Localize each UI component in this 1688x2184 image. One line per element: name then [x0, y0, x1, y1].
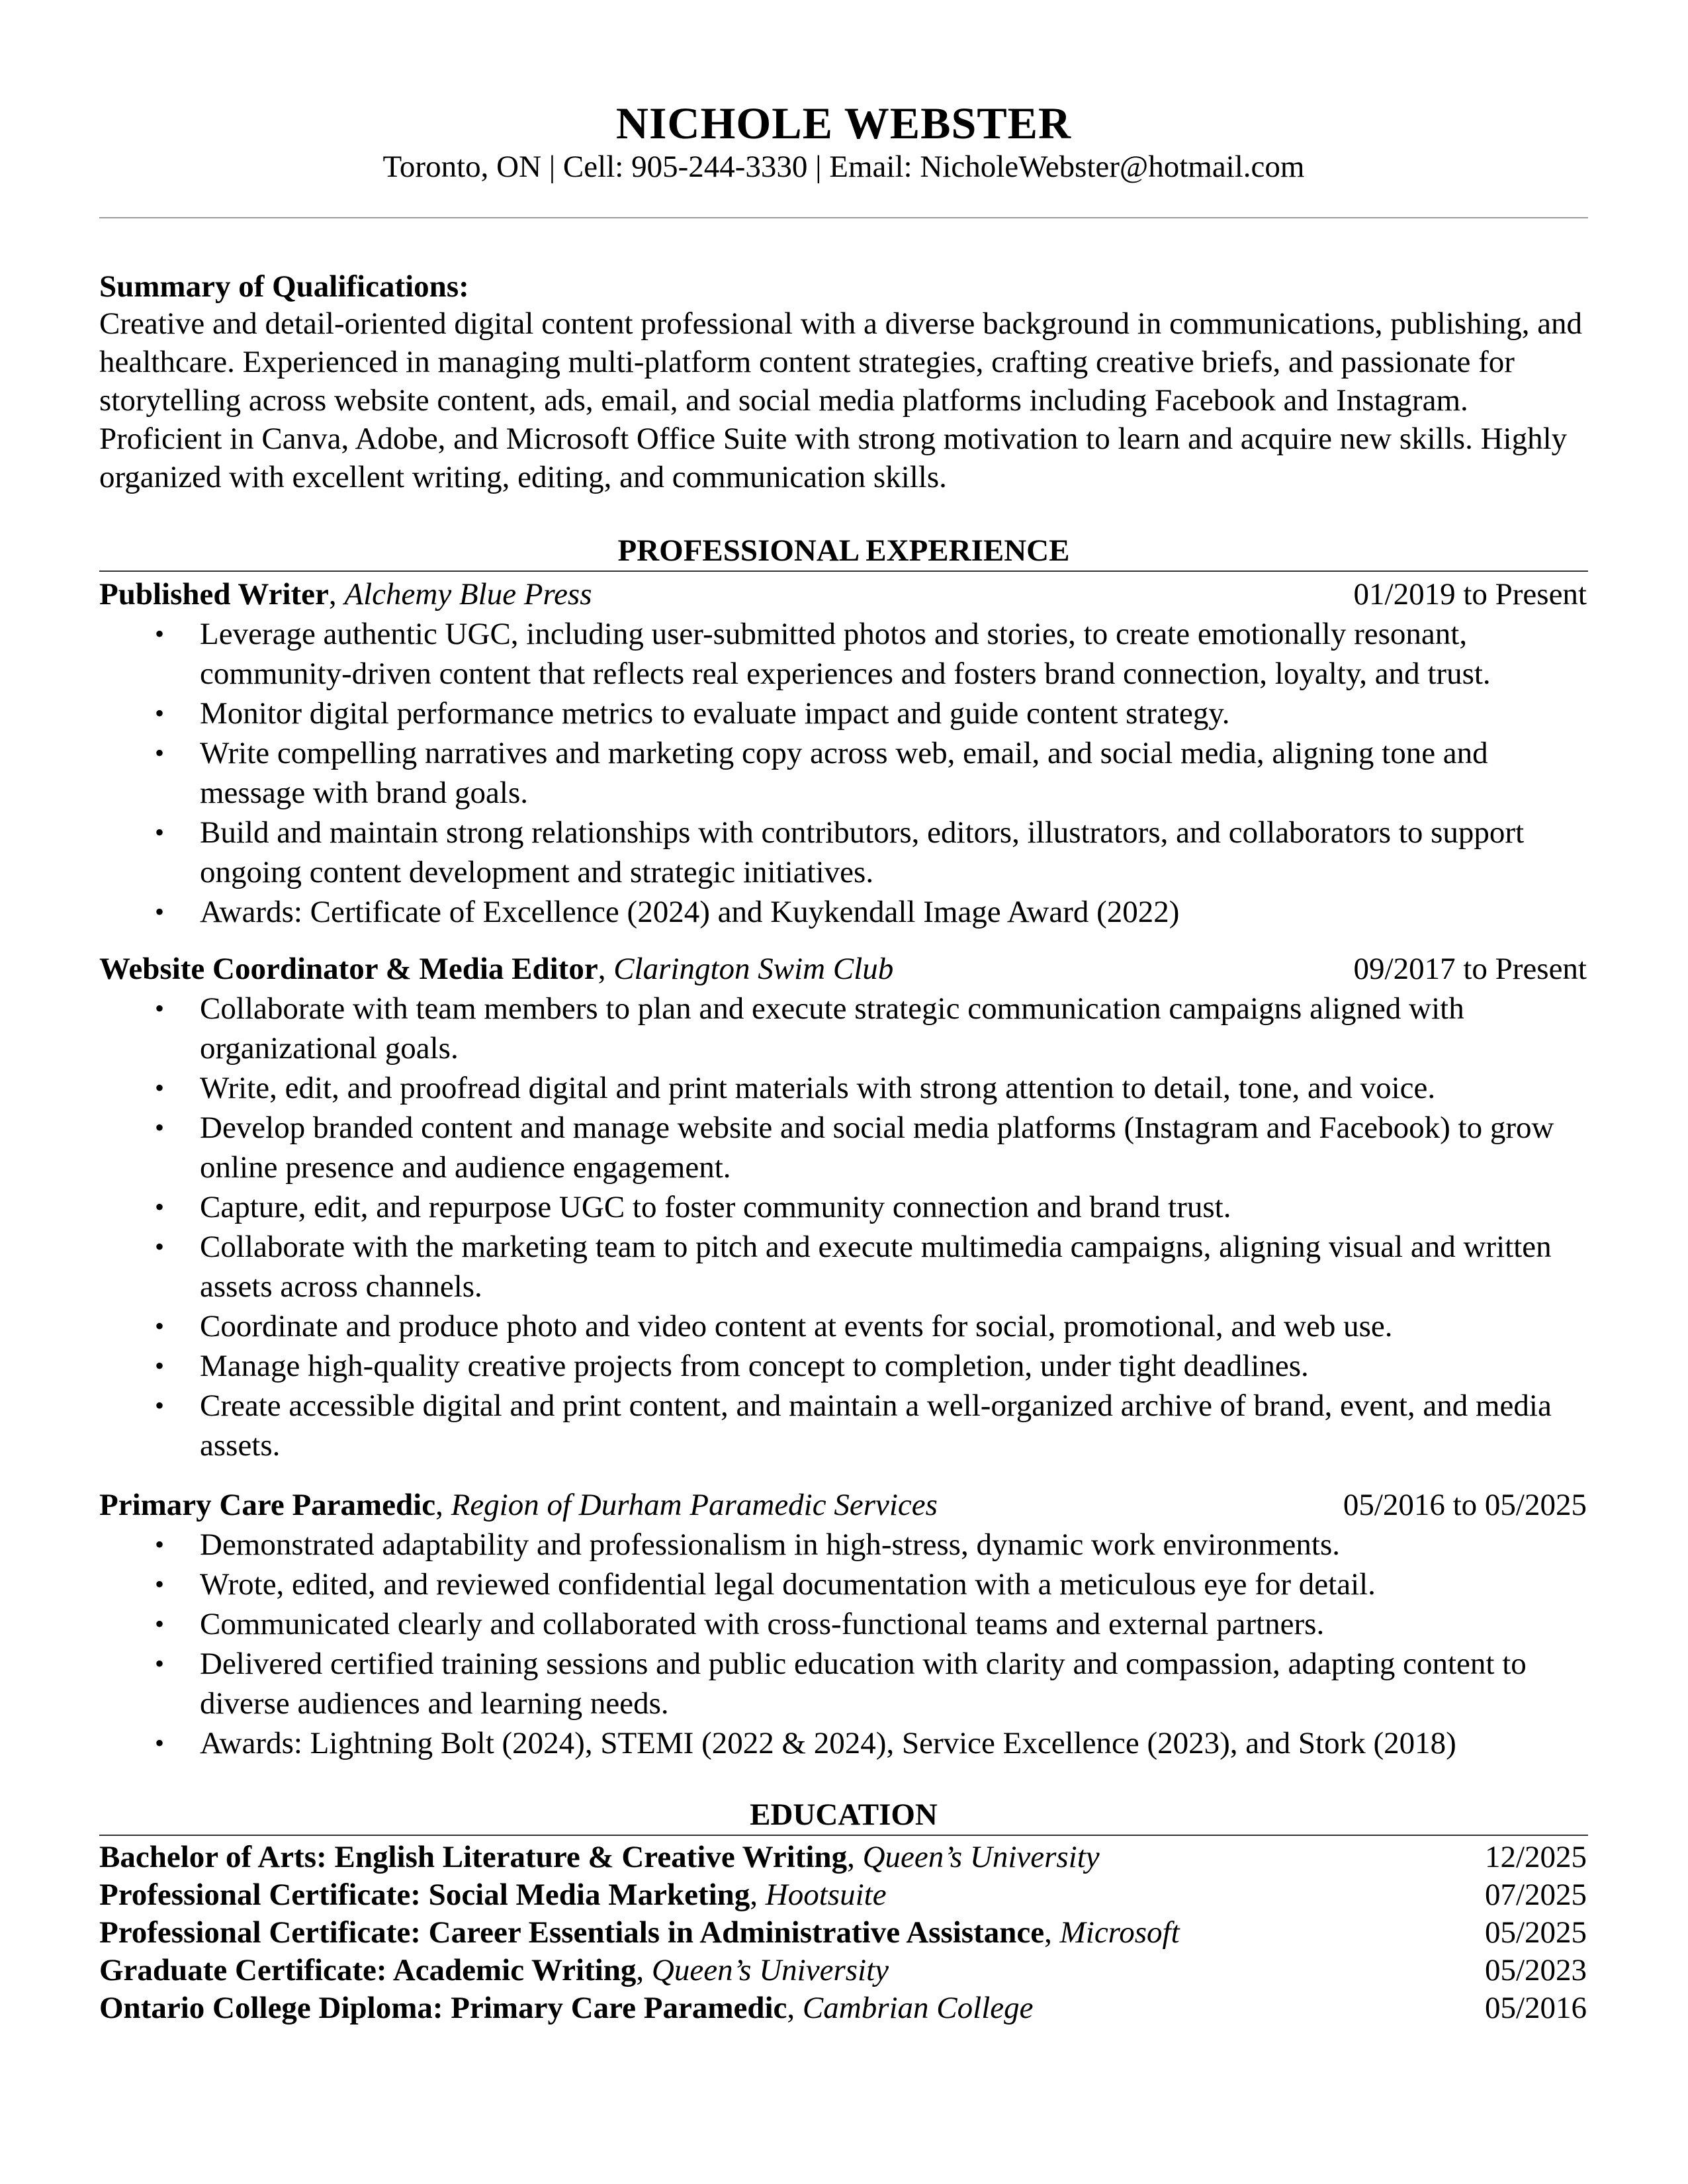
bullet-icon: •: [155, 1351, 165, 1381]
job-bullet: [99, 989, 1576, 1068]
job-bullet: [99, 1604, 1576, 1644]
education-separator: ,: [787, 1991, 803, 2025]
bullet-text: Create accessible digital and print content, and maintain a well-organized archive of brand, event, and media assets.: [200, 1388, 1552, 1463]
job-bullet: [99, 1386, 1576, 1465]
job-header: [99, 1485, 1588, 1525]
header-divider: [99, 217, 1588, 218]
job-bullet: [99, 1723, 1576, 1763]
bullet-text: Collaborate with the marketing team to pitch and execute multimedia campaigns, aligning visual and written assets across channels.: [200, 1230, 1552, 1304]
summary-text: Creative and detail-oriented digital content professional with a diverse background in communications, publishing, and healthcare. Experienced in managing multi-platform content strategies, crafting creative briefs, and passionate for storytelling across website content, ads, email, and social media platforms including Facebook and Instagram. Proficient in Canva, Adobe, and Microsoft Office Suite with strong motivation to learn and acquire new skills. Highly organized with excellent writing, editing, and communication skills.: [99, 306, 1583, 494]
bullet-text: Delivered certified training sessions and public education with clarity and compassion, adapting content to diverse audiences and learning needs.: [200, 1647, 1527, 1721]
job-bullet: [99, 614, 1576, 694]
education-date: 05/2025: [1484, 1915, 1587, 1950]
education-degree: Ontario College Diploma: Primary Care Paramedic: [99, 1991, 787, 2025]
bullet-text: Communicated clearly and collaborated with cross-functional teams and external partners.: [200, 1607, 1325, 1641]
job-role: Website Coordinator & Media Editor: [99, 952, 598, 986]
job-header: [99, 574, 1588, 614]
job-bullets: [99, 1525, 1588, 1763]
summary-heading: Summary of Qualifications:: [99, 269, 469, 304]
education-institution: Queen’s University: [651, 1953, 889, 1987]
bullet-text: Awards: Certificate of Excellence (2024) and Kuykendall Image Award (2022): [200, 895, 1180, 929]
job-bullet: [99, 813, 1576, 892]
job-bullet: [99, 1187, 1576, 1227]
job-bullet: [99, 1108, 1576, 1187]
education-institution: Microsoft: [1059, 1915, 1180, 1950]
bullet-text: Wrote, edited, and reviewed confidential legal documentation with a meticulous eye for detail.: [200, 1567, 1376, 1602]
bullet-text: Write compelling narratives and marketing copy across web, email, and social media, aligning tone and message with brand goals.: [200, 736, 1488, 810]
job-bullet: [99, 1525, 1576, 1565]
job-entry: [99, 574, 1588, 932]
education-degree: Bachelor of Arts: English Literature & Creative Writing: [99, 1840, 848, 1874]
job-bullet: [99, 1227, 1576, 1306]
job-entry: [99, 949, 1588, 1465]
job-bullet: [99, 1644, 1576, 1723]
job-organization: Region of Durham Paramedic Services: [451, 1488, 938, 1522]
bullet-icon: •: [155, 1609, 165, 1639]
experience-heading: PROFESSIONAL EXPERIENCE: [617, 533, 1070, 568]
bullet-text: Capture, edit, and repurpose UGC to foster community connection and brand trust.: [200, 1190, 1231, 1224]
job-organization: Clarington Swim Club: [613, 952, 894, 986]
education-separator: ,: [750, 1878, 766, 1912]
bullet-text: Demonstrated adaptability and professionalism in high-stress, dynamic work environments.: [200, 1527, 1340, 1562]
job-bullet: [99, 1565, 1576, 1604]
bullet-text: Awards: Lightning Bolt (2024), STEMI (2022 & 2024), Service Excellence (2023), and Stork (2018): [200, 1726, 1456, 1760]
job-dates: 09/2017 to Present: [1353, 952, 1587, 986]
bullet-text: Build and maintain strong relationships with contributors, editors, illustrators, and collaborators to support ongoing content development and strategic initiatives.: [200, 815, 1525, 889]
bullet-icon: •: [155, 1311, 165, 1341]
education-separator: ,: [847, 1840, 863, 1874]
bullet-icon: •: [155, 698, 165, 728]
education-list: [99, 1839, 1588, 2027]
education-heading: EDUCATION: [750, 1797, 938, 1832]
job-role: Primary Care Paramedic: [99, 1488, 436, 1522]
job-bullets: [99, 614, 1588, 932]
job-bullet: [99, 1068, 1576, 1108]
bullet-icon: •: [155, 1529, 165, 1559]
resume-page: [99, 0, 1588, 2184]
bullet-icon: •: [155, 1649, 165, 1678]
bullet-icon: •: [155, 993, 165, 1023]
job-role: Published Writer: [99, 577, 329, 612]
education-date: 07/2025: [1484, 1878, 1587, 1912]
bullet-icon: •: [155, 1390, 165, 1420]
job-bullet: [99, 1346, 1576, 1386]
education-item: [99, 1914, 1588, 1952]
bullet-icon: •: [155, 817, 165, 847]
education-item: [99, 1876, 1588, 1914]
job-dates: 05/2016 to 05/2025: [1343, 1488, 1587, 1522]
job-entry: [99, 1485, 1588, 1763]
bullet-icon: •: [155, 1073, 165, 1103]
education-item: [99, 1839, 1588, 1876]
candidate-name: NICHOLE WEBSTER: [615, 98, 1072, 148]
bullet-text: Manage high-quality creative projects from concept to completion, under tight deadlines.: [200, 1349, 1309, 1383]
job-bullets: [99, 989, 1588, 1465]
education-item: [99, 1989, 1588, 2027]
education-item: [99, 1952, 1588, 1989]
bullet-text: Write, edit, and proofread digital and print materials with strong attention to detail, tone, and voice.: [200, 1071, 1436, 1105]
job-bullet: [99, 694, 1576, 733]
job-separator: ,: [328, 577, 345, 612]
education-date: 05/2016: [1484, 1991, 1587, 2025]
education-institution: Hootsuite: [765, 1878, 887, 1912]
bullet-text: Leverage authentic UGC, including user-submitted photos and stories, to create emotionally resonant, community-driven content that reflects real experiences and fosters brand connection, loyalty, and trust.: [200, 617, 1491, 691]
bullet-text: Develop branded content and manage website and social media platforms (Instagram and Facebook) to grow online presence and audience engagement.: [200, 1111, 1554, 1185]
education-degree: Graduate Certificate: Academic Writing: [99, 1953, 637, 1987]
education-date: 12/2025: [1484, 1840, 1587, 1874]
bullet-icon: •: [155, 1728, 165, 1758]
education-institution: Cambrian College: [802, 1991, 1034, 2025]
job-separator: ,: [598, 952, 614, 986]
bullet-icon: •: [155, 738, 165, 768]
education-separator: ,: [1044, 1915, 1060, 1950]
bullet-icon: •: [155, 1192, 165, 1222]
education-institution: Queen’s University: [862, 1840, 1100, 1874]
job-header: [99, 949, 1588, 989]
job-organization: Alchemy Blue Press: [344, 577, 592, 612]
education-divider: [99, 1835, 1588, 1836]
contact-line: Toronto, ON | Cell: 905-244-3330 | Email: NicholeWebster@hotmail.com: [382, 150, 1305, 184]
education-separator: ,: [636, 1953, 652, 1987]
bullet-icon: •: [155, 1232, 165, 1261]
education-degree: Professional Certificate: Social Media Marketing: [99, 1878, 750, 1912]
job-dates: 01/2019 to Present: [1353, 577, 1587, 612]
bullet-icon: •: [155, 619, 165, 649]
experience-divider: [99, 570, 1588, 572]
job-separator: ,: [435, 1488, 451, 1522]
bullet-icon: •: [155, 897, 165, 927]
bullet-icon: •: [155, 1569, 165, 1599]
bullet-icon: •: [155, 1113, 165, 1142]
job-bullet: [99, 1306, 1576, 1346]
bullet-text: Monitor digital performance metrics to evaluate impact and guide content strategy.: [200, 696, 1230, 731]
job-bullet: [99, 892, 1576, 932]
education-degree: Professional Certificate: Career Essentials in Administrative Assistance: [99, 1915, 1045, 1950]
education-date: 05/2023: [1484, 1953, 1587, 1987]
job-bullet: [99, 733, 1576, 813]
bullet-text: Coordinate and produce photo and video content at events for social, promotional, and web use.: [200, 1309, 1393, 1343]
bullet-text: Collaborate with team members to plan and execute strategic communication campaigns aligned with organizational goals.: [200, 991, 1464, 1066]
